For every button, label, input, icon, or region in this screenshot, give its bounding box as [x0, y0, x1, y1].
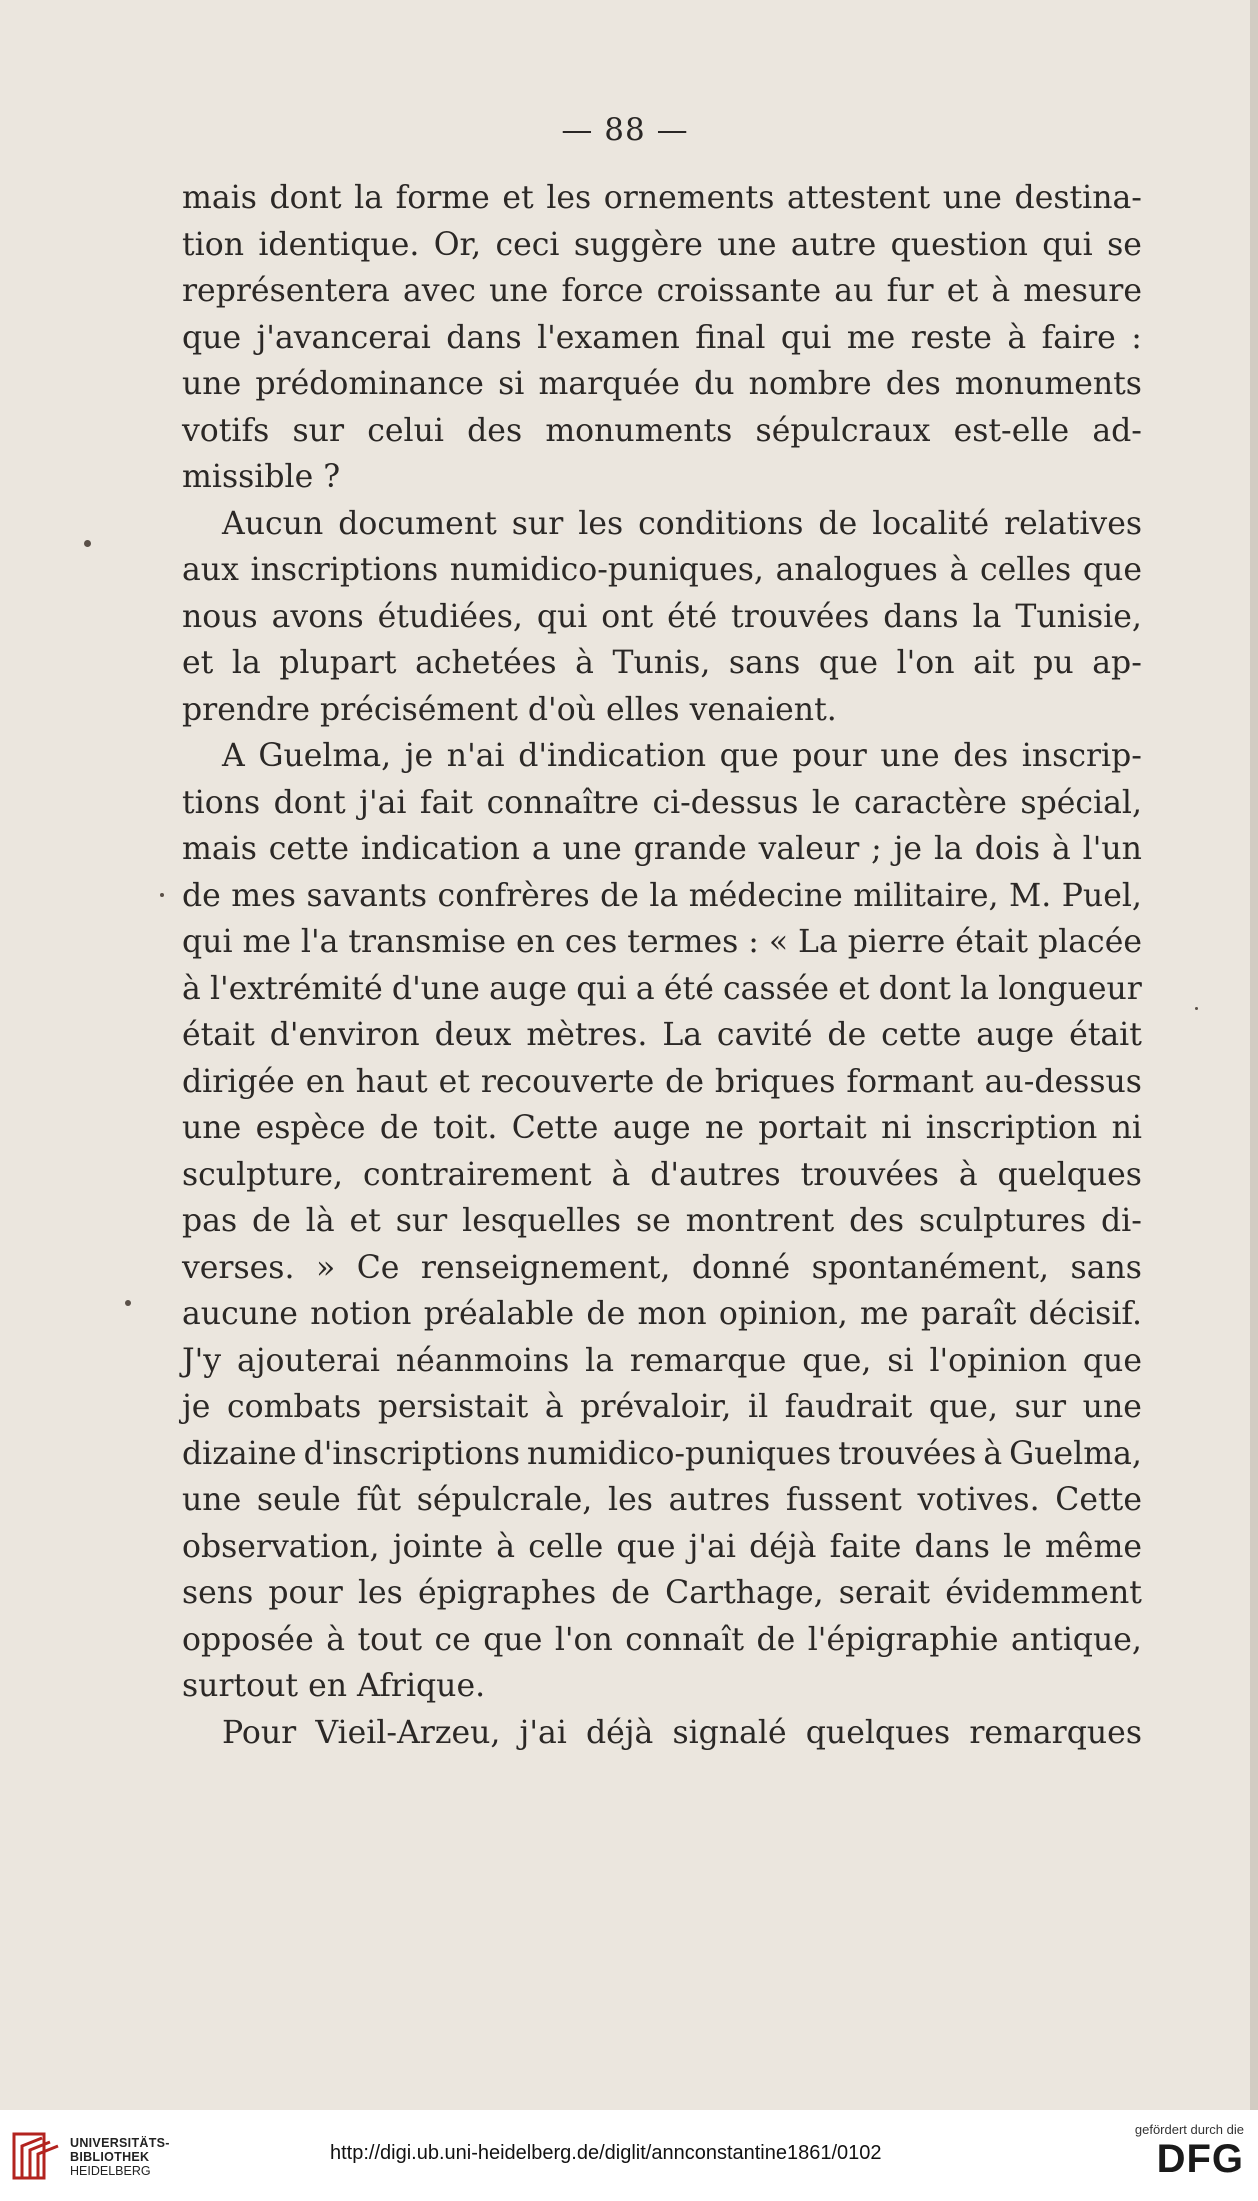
body-text [182, 175, 1142, 1756]
text-line: missible ? [182, 459, 341, 495]
text-line: Aucun document sur les conditions de localité relatives [222, 505, 1142, 542]
text-line: de mes savants confrères de la médecine militaire, M. Puel, [182, 877, 1142, 914]
text-line: que j'avancerai dans l'examen final qui me reste à faire : [182, 319, 1142, 356]
text-line: une espèce de toit. Cette auge ne portait ni inscription ni [182, 1110, 1142, 1146]
paper-speck [160, 893, 164, 897]
page-number: — 88 — [561, 112, 689, 148]
text-line: mais cette indication a une grande valeur ; je la dois à l'un [182, 831, 1142, 867]
text-line: qui me l'a transmise en ces termes : « La pierre était placée [182, 924, 1142, 960]
text-line: mais dont la forme et les ornements attestent une destina- [182, 180, 1142, 216]
text-line: tion identique. Or, ceci suggère une autre question qui se [182, 226, 1142, 263]
text-line: Pour Vieil-Arzeu, j'ai déjà signalé quelques remarques [222, 1714, 1142, 1751]
text-line: dirigée en haut et recouverte de briques formant au-dessus [182, 1063, 1142, 1100]
digitization-footer [0, 2110, 1258, 2201]
text-line: représentera avec une force croissante au fur et à mesure [182, 273, 1142, 309]
library-name-line3: HEIDELBERG [70, 2164, 151, 2178]
text-line: pas de là et sur lesquelles se montrent des sculptures di- [182, 1203, 1142, 1239]
text-line: votifs sur celui des monuments sépulcraux est-elle ad- [182, 412, 1142, 449]
text-line: une seule fût sépulcrale, les autres fussent votives. Cette [182, 1482, 1142, 1518]
text-line: nous avons étudiées, qui ont été trouvées dans la Tunisie, [182, 598, 1142, 635]
text-line: surtout en Afrique. [182, 1668, 486, 1704]
text-line: dizaine d'inscriptions numidico-puniques trouvées à Guelma, [182, 1435, 1142, 1472]
library-name-line2: BIBLIOTHEK [70, 2150, 150, 2164]
text-line: J'y ajouterai néanmoins la remarque que, si l'opinion que [182, 1342, 1142, 1379]
text-line: opposée à tout ce que l'on connaît de l'épigraphie antique, [182, 1621, 1142, 1658]
text-line: aucune notion préalable de mon opinion, me paraît décisif. [182, 1296, 1142, 1332]
funder-credit [1114, 2122, 1244, 2181]
text-line: sculpture, contrairement à d'autres trouvées à quelques [182, 1156, 1142, 1193]
text-line: verses. » Ce renseignement, donné spontanément, sans [182, 1249, 1142, 1286]
text-line: à l'extrémité d'une auge qui a été cassée et dont la longueur [182, 970, 1142, 1007]
text-line: observation, jointe à celle que j'ai déjà faite dans le même [182, 1528, 1142, 1565]
text-line: A Guelma, je n'ai d'indication que pour une des inscrip- [222, 738, 1142, 774]
library-name [70, 2136, 170, 2178]
text-line: je combats persistait à prévaloir, il faudrait que, sur une [182, 1389, 1142, 1425]
text-line: tions dont j'ai fait connaître ci-dessus le caractère spécial, [182, 784, 1142, 821]
paper-speck [1195, 1007, 1198, 1010]
text-line: était d'environ deux mètres. La cavité de cette auge était [182, 1017, 1142, 1053]
funder-caption: gefördert durch die [1134, 2122, 1244, 2137]
university-library-logo-icon [12, 2128, 62, 2184]
text-line: une prédominance si marquée du nombre des monuments [182, 366, 1142, 402]
permalink-url[interactable]: http://digi.ub.uni-heidelberg.de/diglit/annconstantine1861/0102 [330, 2142, 882, 2164]
text-line: prendre précisément d'où elles venaient. [182, 691, 837, 728]
paper-speck [84, 540, 91, 547]
dfg-logo: DFG [1156, 2137, 1244, 2181]
text-line: sens pour les épigraphes de Carthage, serait évidemment [182, 1575, 1142, 1611]
paper-speck [125, 1300, 131, 1306]
library-name-line1: UNIVERSITÄTS- [70, 2136, 170, 2150]
text-line: et la plupart achetées à Tunis, sans que l'on ait pu ap- [182, 645, 1142, 681]
text-line: aux inscriptions numidico-puniques, analogues à celles que [182, 552, 1142, 588]
